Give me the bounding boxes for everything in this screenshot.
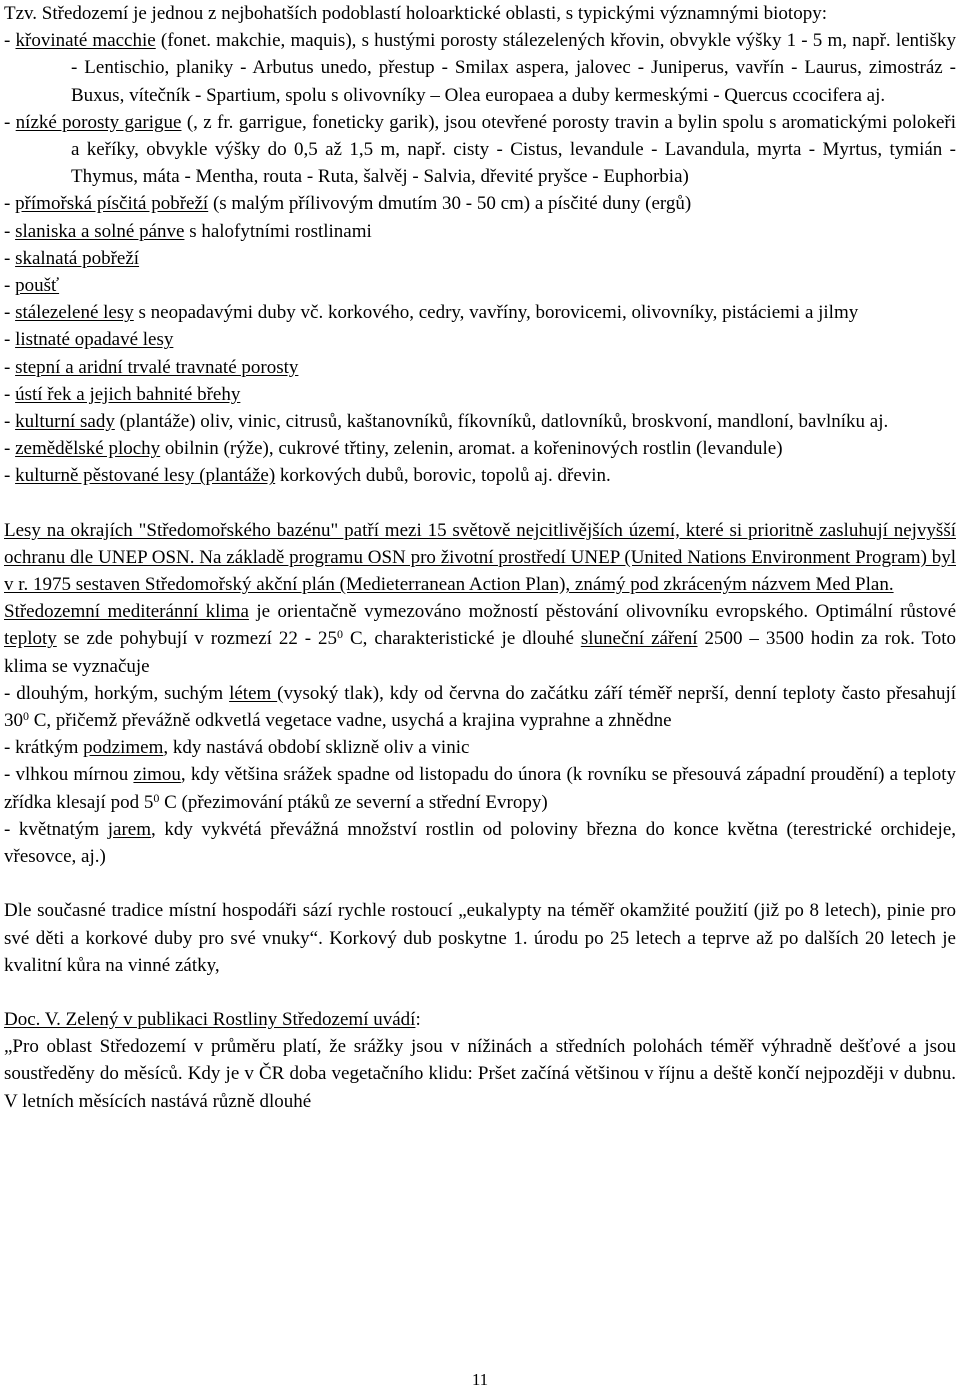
biotope-name: křovinaté macchie	[15, 30, 156, 52]
list-item: - dlouhým, horkým, suchým létem (vysoký tlak), kdy od června do začátku září téměř neprší, denní teploty často přesahují $30^0$ C, přičemž převážně odkvetlá vegetace vadne, usychá a krajina vyprahne a zhnědne	[4, 682, 957, 732]
list-item: - slaniska a solné pánve s halofytními rostlinami	[4, 220, 372, 242]
biotope-name: stepní a aridní trvalé travnaté porosty	[15, 356, 299, 378]
biotope-name: kulturně pěstované lesy (plantáže)	[15, 465, 276, 487]
biotope-name: kulturní sady	[15, 411, 115, 433]
intro-paragraph: Tzv. Středozemí je jednou z nejbohatších podoblastí holoarktické oblasti, s typickými významnými biotopy:	[4, 3, 827, 24]
list-item: - nízké porosty garigue (, z fr. garrigue, foneticky garik), jsou otevřené porosty travin a bylin spolu s aromatickými polokeři a keříky, obvykle výšky do 0,5 až 1,5 m, např. cisty - Cistus, levandule - Lavandula, myrta - Myrtus, tymián - Thymus, máta - Mentha, routa - Ruta, šalvěj - Salvia, dřevité pryšce - Euphorbia)	[4, 111, 957, 188]
list-item: - listnaté opadavé lesy	[4, 329, 174, 351]
biotope-name: poušť	[15, 275, 60, 297]
paragraph-gap	[4, 490, 956, 517]
season-term: jarem	[107, 818, 151, 840]
list-item: - zemědělské plochy obilnin (rýže), cukrové třtiny, zelenin, aromat. a kořeninových rostlin (levandule)	[4, 438, 783, 460]
list-item: - poušť	[4, 275, 60, 297]
biotope-name: ústí řek a jejich bahnité břehy	[15, 383, 241, 405]
biotope-name: zemědělské plochy	[15, 438, 161, 460]
biotope-name: slaniska a solné pánve	[15, 220, 185, 242]
quote-paragraph: „Pro oblast Středozemí v průměru platí, že srážky jsou v nížinách a středních polohách téměř výhradně dešťové a jsou soustředěny do měsíců. Kdy je v ČR doba vegetačního klidu: Pršet začíná většinou v říjnu a deště končí nejpozději v dubnu. V letních měsících nastává různě dlouhé	[4, 1036, 956, 1112]
list-item: - vlhkou mírnou zimou, kdy většina srážek spadne od listopadu do února (k rovníku se přesouvá západní proudění) a teploty zřídka klesají pod $5^0$ C (přezimování ptáků ze severní a střední Evropy)	[4, 764, 956, 813]
document-page	[4, 0, 956, 1115]
list-item: - skalnatá pobřeží	[4, 247, 140, 269]
biotope-name: skalnatá pobřeží	[15, 247, 140, 269]
tradition-paragraph: Dle současné tradice místní hospodáři sází rychle rostoucí „eukalypty na téměř okamžité použití (již po 8 letech), pinie pro své děti a korkové duby pro své vnuky“. Korkový dub poskytne 1. úrodu po 25 letech a teprve až po dalších 20 letech je kvalitní kůra na vinné zátky,	[4, 900, 956, 976]
biotope-name: nízké porosty garigue	[15, 111, 182, 133]
season-list	[4, 680, 956, 870]
season-term: podzimem	[83, 737, 164, 759]
degree-superscript: 0	[337, 627, 344, 642]
list-item: - stálezelené lesy s neopadavými duby vč. korkového, cedry, vavříny, borovicemi, olivovníky, pistáciemi a jilmy	[4, 302, 859, 324]
biotope-name: listnaté opadavé lesy	[15, 329, 174, 351]
list-item: - květnatým jarem, kdy vykvétá převážná množství rostlin od poloviny března do konce května (terestrické orchideje, vřesovce, aj.)	[4, 818, 957, 868]
sun-term: sluneční záření	[580, 628, 698, 650]
list-item: - kulturně pěstované lesy (plantáže) korkových dubů, borovic, topolů aj. dřevin.	[4, 465, 611, 487]
biotope-list	[4, 27, 956, 489]
list-item: - krátkým podzimem, kdy nastává období sklizně oliv a vinic	[4, 737, 470, 759]
list-item: - přímořská písčitá pobřeží (s malým přílivovým dmutím 30 - 50 cm) a písčité duny (ergů)	[4, 193, 692, 215]
citation-heading: Doc. V. Zelený v publikaci Rostliny Středozemí uvádí:	[4, 1008, 421, 1030]
page-number: 11	[471, 1370, 489, 1389]
paragraph-gap	[4, 870, 956, 897]
climate-term: Středozemní mediteránní klima	[4, 601, 249, 623]
season-term: létem	[229, 682, 278, 704]
list-item: - stepní a aridní trvalé travnaté porosty	[4, 356, 299, 378]
list-item: - kulturní sady (plantáže) oliv, vinic, citrusů, kaštanovníků, fíkovníků, datlovníků, broskvoní, mandloní, bavlníku aj.	[4, 411, 889, 433]
degree-superscript: 0	[153, 790, 160, 805]
unep-paragraph: Lesy na okrajích "Středomořského bazénu" patří mezi 15 světově nejcitlivějších území, které si prioritně zasluhují nejvyšší ochranu dle UNEP OSN. Na základě programu OSN pro životní prostředí UNEP (United Nations Environment Program) byl v r. 1975 sestaven Středomořský akční plán (Medieterranean Action Plan), známý pod zkráceným názvem Med Plan.	[4, 519, 956, 596]
climate-paragraph: Středozemní mediteránní klima je orientačně vymezováno možností pěstování olivovníku evropského. Optimální růstové teploty se zde pohybují v rozmezí $22 - 25^0$ C, charakteristické je dlouhé sluneční záření 2500 – 3500 hodin za rok. Toto klima se vyznačuje	[4, 601, 957, 677]
paragraph-gap	[4, 979, 956, 1006]
degree-superscript: 0	[23, 709, 29, 724]
teploty-term: teploty	[4, 628, 57, 650]
biotope-name: přímořská písčitá pobřeží	[15, 193, 209, 215]
biotope-name: stálezelené lesy	[15, 302, 134, 324]
list-item: - ústí řek a jejich bahnité břehy	[4, 383, 241, 405]
season-term: zimou	[133, 764, 181, 786]
list-item: - křovinaté macchie (fonet. makchie, maquis), s hustými porosty stálezelených křovin, obvykle výšky 1 - 5 m, např. lentišky - Lentischio, planiky - Arbutus unedo, přestup - Smilax aspera, jalovec - Juniperus, vavřín - Laurus, zimostráz - Buxus, vítečník - Spartium, spolu s olivovníky – Olea europaea a duby kermeskými - Quercus ccocifera aj.	[4, 30, 957, 106]
